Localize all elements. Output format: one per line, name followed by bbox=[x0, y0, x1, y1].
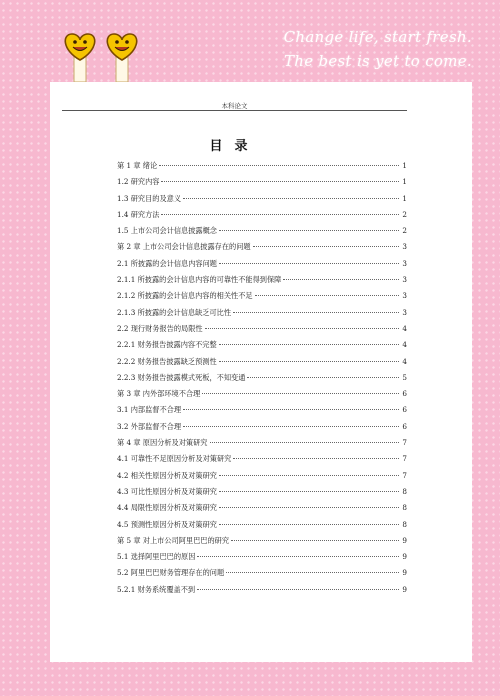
toc-dot-leader bbox=[226, 571, 399, 573]
toc-dot-leader bbox=[233, 311, 399, 313]
toc-entry-title: 5.2 阿里巴巴财务管理存在的问题 bbox=[117, 568, 225, 578]
toc-entry[interactable] bbox=[117, 533, 407, 549]
toc-entry[interactable] bbox=[117, 239, 407, 255]
toc-entry-page: 7 bbox=[402, 470, 407, 480]
toc-entry-title: 2.1.1 所披露的会计信息内容的可靠性不能得到保障 bbox=[117, 275, 282, 285]
toc-dot-leader bbox=[219, 360, 399, 362]
header-divider bbox=[62, 110, 407, 111]
toc-entry-page: 3 bbox=[402, 291, 407, 301]
toc-dot-leader bbox=[219, 490, 399, 492]
toc-entry[interactable] bbox=[117, 402, 407, 418]
toc-entry-title: 2.1 所披露的会计信息内容问题 bbox=[117, 258, 217, 268]
toc-dot-leader bbox=[255, 294, 399, 296]
toc-dot-leader bbox=[219, 506, 399, 508]
toc-dot-leader bbox=[283, 278, 399, 280]
toc-entry-page: 1 bbox=[402, 193, 407, 203]
toc-entry-page: 4 bbox=[402, 356, 407, 366]
toc-entry-page: 2 bbox=[402, 226, 407, 236]
toc-entry-title: 1.5 上市公司会计信息披露概念 bbox=[117, 226, 217, 236]
toc-entry[interactable] bbox=[117, 256, 407, 272]
toc-entry-page: 2 bbox=[402, 209, 407, 219]
toc-entry-page: 9 bbox=[402, 535, 407, 545]
toc-entry-page: 5 bbox=[402, 372, 407, 382]
slogan-line-1: Change life, start fresh. bbox=[283, 28, 472, 46]
toc-dot-leader bbox=[219, 262, 399, 264]
toc-entry-page: 7 bbox=[402, 454, 407, 464]
toc-entry-title: 第 5 章 对上市公司阿里巴巴的研究 bbox=[117, 535, 230, 545]
toc-entry[interactable] bbox=[117, 191, 407, 207]
toc-entry-title: 3.2 外部监督不合理 bbox=[117, 421, 182, 431]
toc-entry-title: 第 3 章 内外部环境不合理 bbox=[117, 389, 201, 399]
toc-dot-leader bbox=[247, 376, 399, 378]
toc-entry-title: 2.2.3 财务报告披露模式死板，不知变通 bbox=[117, 372, 246, 382]
toc-dot-leader bbox=[219, 229, 399, 231]
toc-entry-title: 5.1 选择阿里巴巴的原因 bbox=[117, 552, 196, 562]
toc-entry[interactable] bbox=[117, 500, 407, 516]
toc-dot-leader bbox=[231, 539, 399, 541]
toc-entry[interactable] bbox=[117, 435, 407, 451]
toc-entry-title: 1.4 研究方法 bbox=[117, 209, 160, 219]
toc-entry[interactable] bbox=[117, 419, 407, 435]
toc-entry[interactable] bbox=[117, 174, 407, 190]
toc-entry-title: 1.3 研究目的及意义 bbox=[117, 193, 182, 203]
page-header-text: 本科论文 bbox=[221, 102, 248, 110]
toc-entry-page: 1 bbox=[402, 161, 407, 170]
toc-entry[interactable] bbox=[117, 354, 407, 370]
toc-entry-page: 4 bbox=[402, 340, 407, 350]
toc-dot-leader bbox=[161, 180, 399, 182]
toc-dot-leader bbox=[253, 245, 399, 247]
toc-entry-page: 9 bbox=[402, 584, 407, 594]
table-of-contents bbox=[117, 158, 407, 598]
toc-entry-title: 3.1 内部监督不合理 bbox=[117, 405, 182, 415]
toc-dot-leader bbox=[219, 474, 399, 476]
toc-entry-title: 第 1 章 绪论 bbox=[117, 161, 158, 170]
toc-entry-title: 2.2.1 财务报告披露内容不完整 bbox=[117, 340, 217, 350]
toc-dot-leader bbox=[183, 197, 399, 199]
toc-entry[interactable] bbox=[117, 517, 407, 533]
toc-entry-page: 3 bbox=[402, 307, 407, 317]
toc-entry[interactable] bbox=[117, 321, 407, 337]
toc-dot-leader bbox=[161, 213, 399, 215]
toc-entry-title: 1.2 研究内容 bbox=[117, 177, 160, 187]
toc-entry[interactable] bbox=[117, 484, 407, 500]
toc-entry-title: 4.1 可靠性不足原因分析及对策研究 bbox=[117, 454, 232, 464]
toc-entry-title: 4.4 局限性原因分析及对策研究 bbox=[117, 503, 217, 513]
toc-entry[interactable] bbox=[117, 305, 407, 321]
toc-dot-leader bbox=[159, 164, 399, 166]
toc-entry[interactable] bbox=[117, 288, 407, 304]
toc-entry-title: 2.1.2 所披露的会计信息内容的相关性不足 bbox=[117, 291, 253, 301]
toc-entry-title: 第 2 章 上市公司会计信息披露存在的问题 bbox=[117, 242, 251, 252]
slogan-line-2: The best is yet to come. bbox=[283, 52, 472, 70]
toc-dot-leader bbox=[233, 457, 399, 459]
toc-entry[interactable] bbox=[117, 582, 407, 598]
toc-entry[interactable] bbox=[117, 451, 407, 467]
toc-entry-page: 3 bbox=[402, 242, 407, 252]
toc-title: 目录 bbox=[209, 139, 260, 154]
toc-entry-page: 3 bbox=[402, 275, 407, 285]
toc-entry[interactable] bbox=[117, 223, 407, 239]
toc-entry-page: 8 bbox=[402, 519, 407, 529]
toc-entry[interactable] bbox=[117, 207, 407, 223]
toc-dot-leader bbox=[219, 343, 399, 345]
toc-entry-page: 6 bbox=[402, 389, 407, 399]
toc-entry-title: 2.2 现行财务报告的局限性 bbox=[117, 323, 203, 333]
toc-entry-title: 2.1.3 所披露的会计信息缺乏可比性 bbox=[117, 307, 232, 317]
smiley-mascots-icon bbox=[60, 30, 150, 82]
toc-entry-page: 4 bbox=[402, 323, 407, 333]
toc-entry[interactable] bbox=[117, 549, 407, 565]
toc-entry-page: 8 bbox=[402, 503, 407, 513]
toc-entry-page: 7 bbox=[402, 438, 407, 448]
toc-entry-title: 4.3 可比性原因分析及对策研究 bbox=[117, 486, 217, 496]
toc-entry-title: 第 4 章 原因分析及对策研究 bbox=[117, 438, 208, 448]
toc-dot-leader bbox=[197, 555, 399, 557]
toc-entry[interactable] bbox=[117, 337, 407, 353]
toc-dot-leader bbox=[197, 588, 399, 590]
toc-entry-title: 2.2.2 财务报告披露缺乏预测性 bbox=[117, 356, 217, 366]
toc-dot-leader bbox=[205, 327, 399, 329]
toc-entry-page: 1 bbox=[402, 177, 407, 187]
toc-dot-leader bbox=[183, 425, 399, 427]
toc-entry[interactable] bbox=[117, 386, 407, 402]
toc-dot-leader bbox=[202, 392, 399, 394]
toc-entry[interactable] bbox=[117, 370, 407, 386]
toc-entry-title: 5.2.1 财务系统覆盖不到 bbox=[117, 584, 196, 594]
toc-entry-page: 3 bbox=[402, 258, 407, 268]
toc-entry[interactable] bbox=[117, 272, 407, 288]
toc-entry-page: 6 bbox=[402, 405, 407, 415]
toc-entry-page: 8 bbox=[402, 486, 407, 496]
toc-entry-page: 9 bbox=[402, 552, 407, 562]
toc-dot-leader bbox=[210, 441, 400, 443]
toc-entry[interactable] bbox=[117, 468, 407, 484]
toc-dot-leader bbox=[183, 408, 399, 410]
toc-entry-title: 4.2 相关性原因分析及对策研究 bbox=[117, 470, 217, 480]
toc-entry[interactable] bbox=[117, 158, 407, 174]
toc-entry-title: 4.5 预测性原因分析及对策研究 bbox=[117, 519, 217, 529]
toc-entry-page: 6 bbox=[402, 421, 407, 431]
toc-entry-page: 9 bbox=[402, 568, 407, 578]
toc-dot-leader bbox=[219, 523, 399, 525]
toc-entry[interactable] bbox=[117, 565, 407, 581]
